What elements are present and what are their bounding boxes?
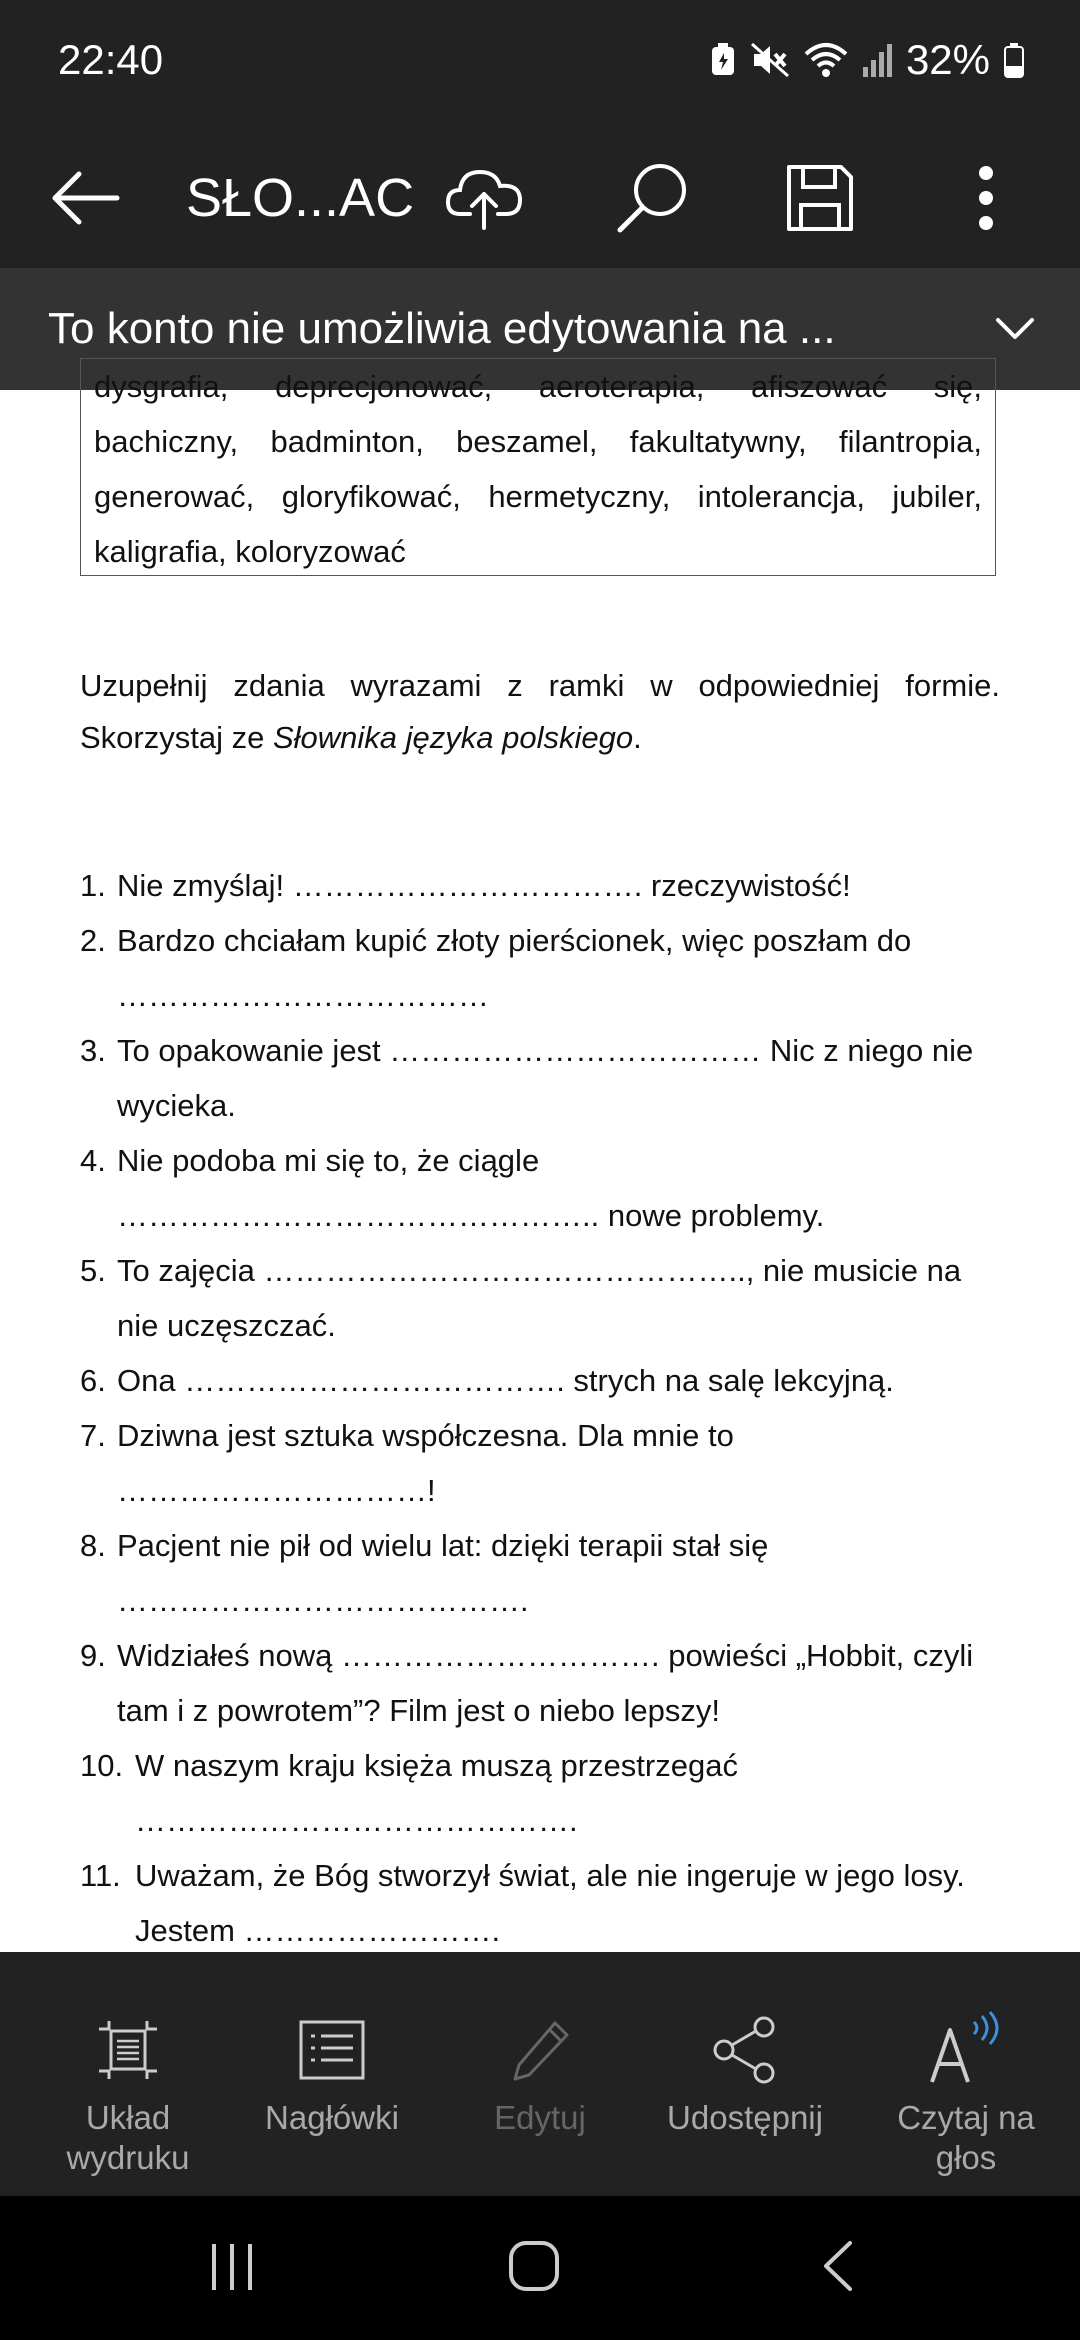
list-item: 10. W naszym kraju księża muszą przestrzegać ……………………………………. [80,1748,738,1838]
cloud-upload-button[interactable] [436,128,532,268]
list-item: 1. Nie zmyślaj! ……………………………. rzeczywistość! [80,868,851,903]
back-arrow-icon [49,170,121,226]
print-layout-button[interactable] [30,1952,226,2196]
read-aloud-icon [926,2012,1006,2088]
search-icon [614,160,690,236]
more-vertical-icon [978,165,994,231]
back-button[interactable] [40,128,130,268]
instruction-italic: Słownika języka polskiego [272,720,634,755]
print-layout-label: Układ wydruku [66,2099,190,2176]
document-page[interactable] [0,369,1080,1952]
headings-button[interactable] [242,1952,422,2196]
list-item: 7. Dziwna jest sztuka współczesna. Dla mnie to …………………………! [80,1418,734,1508]
mute-icon [750,42,790,78]
save-icon [785,163,855,233]
document-title[interactable]: SŁO...AC [186,168,415,228]
wifi-icon [804,42,848,78]
list-item: 9. Widziałeś nową …………………………. powieści „Hobbit, czyli tam i z powrotem”? Film jest o niebo lepszy! [80,1638,974,1728]
recent-apps-button[interactable] [208,2242,256,2292]
list-item: 6. Ona ………………………………. strych na salę lekcyjną. [80,1363,894,1398]
list-item: 2. Bardzo chciałam kupić złoty pierścionek, więc poszłam do ……………………………… [80,923,912,1013]
list-item: 5. To zajęcia ……………………………………….., nie musicie na nie uczęszczać. [80,1253,962,1343]
share-icon [710,2015,780,2085]
save-button[interactable] [772,128,868,268]
status-icons [710,36,1024,84]
exercise-instruction [80,660,1000,764]
app-toolbar [0,128,1080,268]
print-layout-icon [93,2015,163,2085]
instruction-text: Uzupełnij zdania wyrazami z ramki w odpowiedniej formie. Skorzystaj ze [80,668,1000,755]
list-item: 11. Uważam, że Bóg stworzył świat, ale nie ingeruje w jego losy. Jestem ……………………. [80,1858,965,1948]
battery-icon [1004,43,1024,77]
pencil-icon [505,2015,575,2085]
exercise-list [80,858,1000,1958]
home-button[interactable] [508,2240,560,2292]
search-button[interactable] [604,128,700,268]
word-box [80,358,996,576]
share-button[interactable] [640,1952,850,2196]
chevron-down-icon[interactable] [990,304,1040,354]
edit-button[interactable] [460,1952,620,2196]
edit-label: Edytuj [494,2099,586,2136]
more-options-button[interactable] [946,128,1026,268]
word-box-text: dysgrafia, deprecjonować, aeroterapia, afiszować się, bachiczny, badminton, beszamel, fakultatywny, filantropia, generować, gloryfikować, hermetyczny, intolerancja, jubiler, kaligrafia, koloryzować [94,369,982,569]
read-aloud-button[interactable] [866,1952,1066,2196]
cloud-upload-icon [444,164,524,232]
list-item: 8. Pacjent nie pił od wielu lat: dzięki terapii stał się …………………………………. [80,1528,769,1618]
list-item: 4. Nie podoba mi się to, że ciągle ……………………………………….. nowe problemy. [80,1143,825,1233]
instruction-end: . [633,720,642,755]
system-back-button[interactable] [818,2240,858,2292]
list-item: 3. To opakowanie jest ……………………………… Nic z niego nie wycieka. [80,1033,974,1123]
headings-label: Nagłówki [265,2099,399,2136]
banner-text: To konto nie umożliwia edytowania na ... [48,304,836,353]
battery-saver-icon [710,43,736,77]
signal-icon [862,43,892,77]
status-bar [0,0,1080,128]
status-time: 22:40 [58,36,164,83]
battery-percent: 32% [905,36,990,83]
share-label: Udostępnij [667,2099,823,2136]
system-nav-bar [0,2196,1080,2340]
bottom-action-bar [0,1952,1080,2196]
headings-icon [297,2018,367,2082]
read-aloud-label: Czytaj na głos [897,2099,1035,2176]
